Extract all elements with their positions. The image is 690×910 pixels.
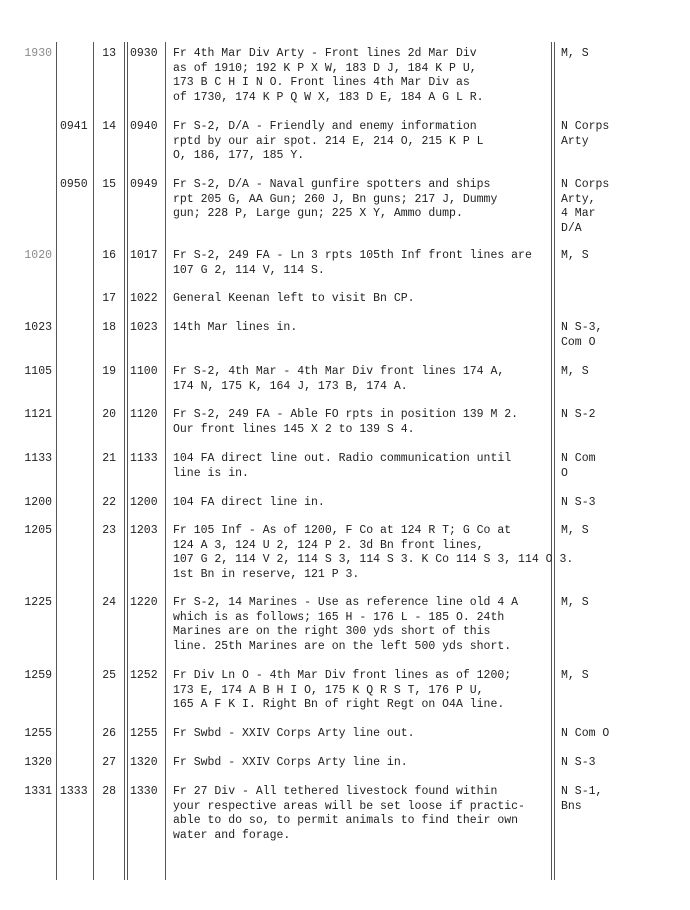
message-line: 14th Mar lines in. — [173, 321, 298, 334]
message-time: 1330 — [130, 785, 158, 798]
message-line: Fr Swbd - XXIV Corps Arty line in. — [173, 756, 408, 769]
action-taken — [561, 756, 681, 771]
time-in: 1930 — [24, 47, 52, 60]
serial-number: 28 — [102, 785, 116, 798]
time-in: 1200 — [24, 496, 52, 509]
time-out: 0950 — [60, 178, 88, 191]
message-text — [173, 727, 553, 742]
message-line: 173 B C H I N O. Front lines 4th Mar Div as — [173, 76, 470, 90]
column-rule-4 — [165, 42, 166, 880]
message-text — [173, 178, 553, 222]
action-line: 4 Mar — [561, 207, 596, 221]
action-line: M, S — [561, 365, 589, 378]
serial-number: 21 — [102, 452, 116, 465]
column-rule-1 — [56, 42, 57, 880]
message-time: 1200 — [130, 496, 158, 509]
action-line: N Com O — [561, 727, 610, 740]
message-line: water and forage. — [173, 829, 291, 843]
message-line: Fr 27 Div - All tethered livestock found within — [173, 785, 498, 798]
message-line: Fr S-2, D/A - Naval gunfire spotters and ships — [173, 178, 491, 191]
message-line: rptd by our air spot. 214 E, 214 O, 215 K P L — [173, 134, 484, 148]
action-line: D/A — [561, 222, 582, 236]
time-in: 1255 — [24, 727, 52, 740]
action-line: M, S — [561, 249, 589, 262]
message-time: 1023 — [130, 321, 158, 334]
action-taken — [561, 669, 681, 684]
message-text — [173, 785, 553, 844]
action-line: M, S — [561, 47, 589, 60]
message-time: 1220 — [130, 596, 158, 609]
message-line: rpt 205 G, AA Gun; 260 J, Bn guns; 217 J, Dummy — [173, 192, 498, 206]
message-line: gun; 228 P, Large gun; 225 X Y, Ammo dump. — [173, 207, 463, 221]
action-line: Bns — [561, 799, 582, 813]
message-time: 1100 — [130, 365, 158, 378]
action-taken — [561, 321, 681, 350]
message-text — [173, 120, 553, 164]
message-line: O, 186, 177, 185 Y. — [173, 149, 305, 163]
message-line: 165 A F K I. Right Bn of right Regt on O4A line. — [173, 698, 505, 712]
action-line: N Com — [561, 452, 596, 465]
time-in: 1105 — [24, 365, 52, 378]
message-line: Fr S-2, 14 Marines - Use as reference line old 4 A — [173, 596, 519, 609]
message-line: 104 FA direct line in. — [173, 496, 325, 509]
message-text — [173, 756, 553, 771]
message-text — [173, 249, 553, 278]
serial-number: 25 — [102, 669, 116, 682]
serial-number: 14 — [102, 120, 116, 133]
action-taken — [561, 452, 681, 481]
message-line: Fr 105 Inf - As of 1200, F Co at 124 R T; G Co at — [173, 524, 512, 537]
action-taken — [561, 727, 681, 742]
message-text — [173, 321, 553, 336]
time-in: 1205 — [24, 524, 52, 537]
message-text — [173, 669, 553, 713]
message-text — [173, 524, 574, 583]
action-line: M, S — [561, 524, 589, 537]
serial-number: 15 — [102, 178, 116, 191]
message-line: of 1730, 174 K P Q W X, 183 D E, 184 A G L R. — [173, 91, 484, 105]
message-line: Fr Div Ln O - 4th Mar Div front lines as of 1200; — [173, 669, 512, 682]
message-line: Fr S-2, D/A - Friendly and enemy information — [173, 120, 477, 133]
action-taken — [561, 249, 681, 264]
message-line: which is as follows; 165 H - 176 L - 185 O. 24th — [173, 610, 505, 624]
time-in: 1121 — [24, 408, 52, 421]
message-time: 1022 — [130, 292, 158, 305]
message-line: 174 N, 175 K, 164 J, 173 B, 174 A. — [173, 379, 408, 393]
message-line: Fr 4th Mar Div Arty - Front lines 2d Mar Div — [173, 47, 477, 60]
action-line: N S-3 — [561, 756, 596, 769]
action-taken — [561, 496, 681, 511]
action-line: N Corps — [561, 120, 610, 133]
message-time: 1203 — [130, 524, 158, 537]
message-time: 0949 — [130, 178, 158, 191]
time-out: 0941 — [60, 120, 88, 133]
action-line: N S-3 — [561, 496, 596, 509]
time-in: 1320 — [24, 756, 52, 769]
action-taken — [561, 524, 681, 539]
serial-number: 19 — [102, 365, 116, 378]
serial-number: 23 — [102, 524, 116, 537]
action-line: N S-3, — [561, 321, 603, 334]
message-time: 1133 — [130, 452, 158, 465]
message-time: 1255 — [130, 727, 158, 740]
time-in: 1020 — [24, 249, 52, 262]
action-line: Com O — [561, 335, 596, 349]
message-text — [173, 496, 553, 511]
action-taken — [561, 47, 681, 62]
time-in: 1259 — [24, 669, 52, 682]
message-line: line. 25th Marines are on the left 500 yds short. — [173, 640, 512, 654]
serial-number: 24 — [102, 596, 116, 609]
action-taken — [561, 408, 681, 423]
message-line: able to do so, to permit animals to find their own — [173, 814, 519, 828]
message-line: General Keenan left to visit Bn CP. — [173, 292, 415, 305]
message-time: 1120 — [130, 408, 158, 421]
message-text — [173, 596, 553, 655]
message-line: 1st Bn in reserve, 121 P 3. — [173, 568, 360, 582]
action-line: O — [561, 466, 568, 480]
time-out: 1333 — [60, 785, 88, 798]
action-line: Arty — [561, 134, 589, 148]
message-line: 107 G 2, 114 V 2, 114 S 3, 114 S 3. K Co 114 S 3, 114 O 3. — [173, 553, 574, 567]
message-text — [173, 47, 553, 106]
serial-number: 16 — [102, 249, 116, 262]
message-line: 107 G 2, 114 V, 114 S. — [173, 263, 325, 277]
action-line: N S-2 — [561, 408, 596, 421]
action-line: M, S — [561, 669, 589, 682]
message-line: Fr S-2, 249 FA - Able FO rpts in position 139 M 2. — [173, 408, 519, 421]
message-text — [173, 408, 553, 437]
action-line: N S-1, — [561, 785, 603, 798]
message-time: 0940 — [130, 120, 158, 133]
message-line: Fr S-2, 4th Mar - 4th Mar Div front lines 174 A, — [173, 365, 505, 378]
message-line: Fr Swbd - XXIV Corps Arty line out. — [173, 727, 415, 740]
message-text — [173, 365, 553, 394]
serial-number: 17 — [102, 292, 116, 305]
message-line: line is in. — [173, 466, 249, 480]
time-in: 1133 — [24, 452, 52, 465]
action-taken — [561, 785, 681, 814]
action-line: Arty, — [561, 192, 596, 206]
message-text — [173, 452, 553, 481]
message-line: 104 FA direct line out. Radio communication until — [173, 452, 512, 465]
message-line: 124 A 3, 124 U 2, 124 P 2. 3d Bn front lines, — [173, 538, 484, 552]
message-line: as of 1910; 192 K P X W, 183 D J, 184 K P U, — [173, 61, 477, 75]
action-taken — [561, 365, 681, 380]
action-line: N Corps — [561, 178, 610, 191]
column-rule-2 — [93, 42, 94, 880]
serial-number: 18 — [102, 321, 116, 334]
action-taken — [561, 178, 681, 237]
message-line: Fr S-2, 249 FA - Ln 3 rpts 105th Inf front lines are — [173, 249, 532, 262]
column-rule-3 — [124, 42, 128, 880]
serial-number: 20 — [102, 408, 116, 421]
message-time: 1320 — [130, 756, 158, 769]
serial-number: 13 — [102, 47, 116, 60]
message-text — [173, 292, 553, 307]
action-taken — [561, 120, 681, 149]
message-time: 1017 — [130, 249, 158, 262]
message-line: Our front lines 145 X 2 to 139 S 4. — [173, 422, 415, 436]
time-in: 1225 — [24, 596, 52, 609]
message-time: 0930 — [130, 47, 158, 60]
message-time: 1252 — [130, 669, 158, 682]
time-in: 1331 — [24, 785, 52, 798]
serial-number: 27 — [102, 756, 116, 769]
message-line: 173 E, 174 A B H I O, 175 K Q R S T, 176 P U, — [173, 683, 484, 697]
serial-number: 26 — [102, 727, 116, 740]
serial-number: 22 — [102, 496, 116, 509]
message-line: your respective areas will be set loose if practic- — [173, 799, 525, 813]
action-line: M, S — [561, 596, 589, 609]
time-in: 1023 — [24, 321, 52, 334]
message-line: Marines are on the right 300 yds short of this — [173, 625, 491, 639]
action-taken — [561, 596, 681, 611]
